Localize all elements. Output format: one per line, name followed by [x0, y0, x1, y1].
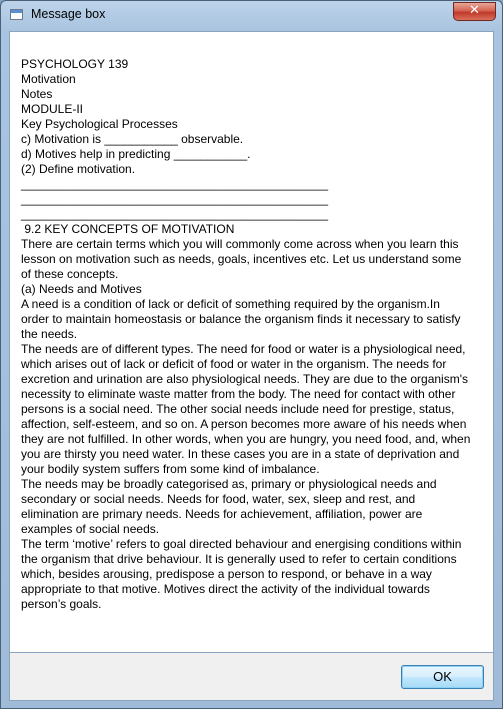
- answer-line: ______________________________________________: [21, 207, 328, 221]
- window-icon: [10, 9, 23, 20]
- message-text: [21, 57, 471, 612]
- message-line: d) Motives help in predicting ___________.: [21, 147, 251, 161]
- message-line: (2) Define motivation.: [21, 162, 136, 176]
- subsection-heading: (a) Needs and Motives: [21, 282, 142, 296]
- message-content-area: [9, 31, 494, 653]
- ok-button[interactable]: OK: [401, 665, 484, 689]
- title-bar[interactable]: [1, 1, 502, 31]
- message-line: c) Motivation is ___________ observable.: [21, 132, 244, 146]
- message-line: Notes: [21, 87, 53, 101]
- button-bar: [9, 653, 494, 701]
- answer-line: ______________________________________________: [21, 177, 328, 191]
- window-title: Message box: [31, 7, 106, 21]
- message-paragraph: The needs may be broadly categorised as, primary or physiological needs and secondary or social needs. Needs for food, water, sex, sleep and rest, and elimination are primary needs. Needs for achievement, affiliation, power are examples of social needs.: [21, 477, 437, 536]
- message-line: MODULE-II: [21, 102, 84, 116]
- message-line: Motivation: [21, 72, 76, 86]
- section-heading: 9.2 KEY CONCEPTS OF MOTIVATION: [21, 222, 235, 236]
- close-button[interactable]: ✕: [453, 2, 496, 21]
- message-paragraph: A need is a condition of lack or deficit of something required by the organism.In order to maintain homeostasis or balance the organism finds it necessary to satisfy the needs.: [21, 297, 461, 341]
- message-paragraph: The needs are of different types. The need for food or water is a physiological need, which arises out of lack or deficit of food or water in the organism. The needs for excretion and urination are also physiological needs. They are due to the organism's necessity to eliminate waste matter from the body. The need for contact with other persons is a social need. The other social needs include need for prestige, status, affection, self-esteem, and so on. A person becomes more aware of his needs when they are not fulfilled. In other words, when you are hungry, you need food, and, when you are thirsty you need water. In these cases you are in a state of deprivation and your bodily system suffers from some kind of imbalance.: [21, 342, 471, 476]
- message-line: Key Psychological Processes: [21, 117, 178, 131]
- message-line: PSYCHOLOGY 139: [21, 57, 129, 71]
- message-paragraph: The term ‘motive’ refers to goal directed behaviour and energising conditions within the organism that drive behaviour. It is generally used to refer to certain conditions which, besides arousing, predispose a person to respond, or behave in a way appropriate to that motive. Motives direct the activity of the individual towards person’s goals.: [21, 537, 462, 611]
- answer-line: ______________________________________________: [21, 192, 328, 206]
- message-paragraph: There are certain terms which you will commonly come across when you learn this lesson on motivation such as needs, goals, incentives etc. Let us understand some of these concepts.: [21, 237, 462, 281]
